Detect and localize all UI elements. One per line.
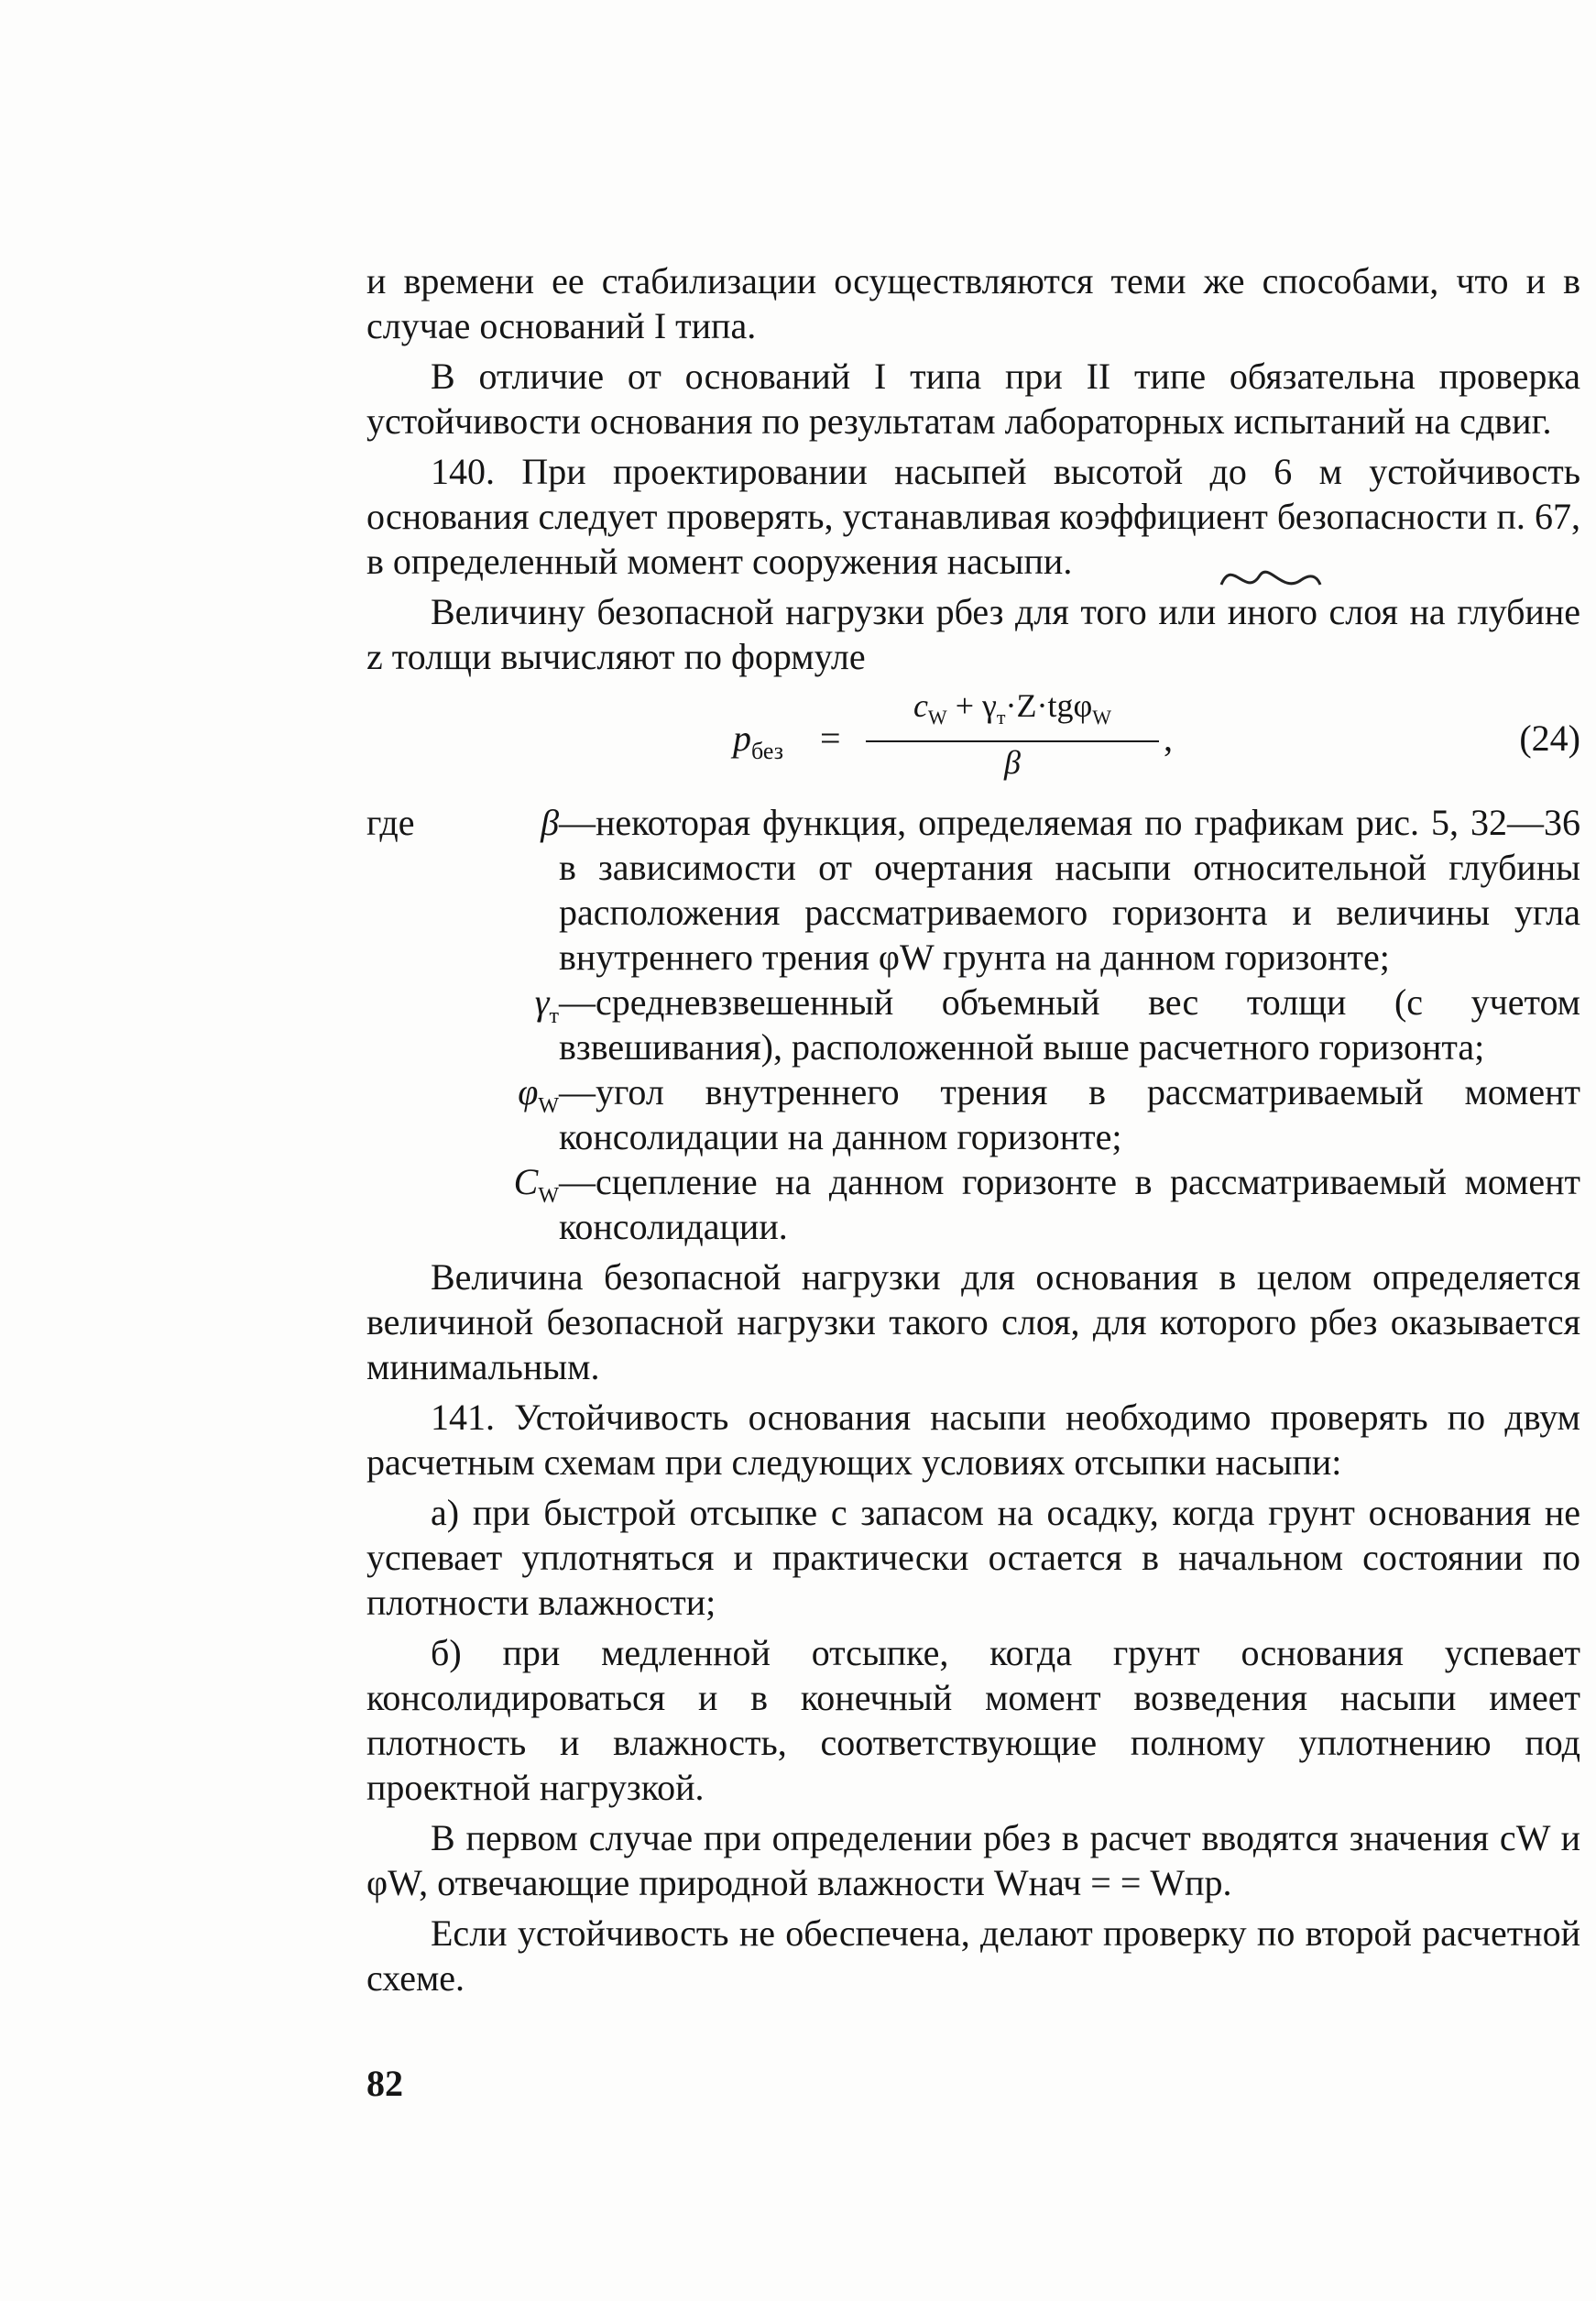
definition-text: —сцепление на данном горизонте в рассматриваемый момент консолидации. [559,1161,1580,1247]
formula-lhs: $p_{без}$ [733,718,784,764]
paragraph-case-b: б) при медленной отсыпке, когда грунт основания успевает консолидироваться и в конечный момент возведения насыпи имеет плотность и влажность, соответствующие полному уплотнению под проектной нагрузкой. [366,1632,1580,1808]
symbol-definitions [366,800,1580,1249]
definition-cohesion [366,1159,1580,1249]
page-number: 82 [366,2063,403,2104]
paragraph-second-scheme: Если устойчивость не обеспечена, делают проверку по второй расчетной схеме. [366,1912,1580,1999]
formula-numerator: $c_W + \gamma_т\cdot Z\cdot tg\varphi_W$ [866,685,1159,742]
formula-denominator: β [1004,744,1021,782]
formula-equals: = [820,718,841,759]
handwritten-correction-mark [1214,548,1324,603]
definition-text: —некоторая функция, определяемая по графикам рис. 5, 32—36 в зависимости от очертания насыпи относительной глубины расположения рассматриваемого горизонта и величины угла внутреннего трения φW грунта на данном горизонте; [559,802,1580,978]
symbol-gamma: $\gamma_т$ [534,981,559,1028]
formula-fraction [866,685,1159,783]
symbol-c: $C_W$ [513,1161,559,1208]
paragraph-type-two: В отличие от оснований I типа при II типе обязательна проверка устойчивости основания по результатам лабораторных испытаний на сдвиг. [366,356,1580,442]
symbol-beta: β [541,802,559,843]
paragraph-minimum-load: Величина безопасной нагрузки для основания в целом определяется величиной безопасной нагрузки такого слоя, для которого рбез оказывается минимальным. [366,1256,1580,1387]
paragraph-case-a: а) при быстрой отсыпке с запасом на осадку, когда грунт основания не успевает уплотняться и практически остается в начальном состоянии по плотности влажности; [366,1492,1580,1623]
paragraph-continuation: и времени ее стабилизации осуществляются теми же способами, что и в случае оснований I типа. [366,260,1580,346]
paragraph-first-case: В первом случае при определении рбез в расчет вводятся значения cW и φW, отвечающие природной влажности Wнач = = Wпр. [366,1817,1580,1903]
definition-text: —угол внутреннего трения в рассматриваемый момент консолидации на данном горизонте; [559,1071,1580,1157]
formula-comma: , [1164,718,1173,759]
body-text [366,258,1580,2006]
definition-gamma [366,980,1580,1069]
definition-beta [366,800,1580,980]
definition-text: —средневзвешенный объемный вес толщи (с учетом взвешивания), расположенной выше расчетного горизонта; [559,981,1580,1068]
formula-number: (24) [1519,718,1580,759]
paragraph-formula-intro: Величину безопасной нагрузки рбез для того или иного слоя на глубине z толщи вычисляют по формуле [366,591,1580,677]
definition-phi [366,1069,1580,1159]
formula-24 [366,685,1580,794]
paragraph-140: 140. При проектировании насыпей высотой до 6 м устойчивость основания следует проверять, устанавливая коэффициент безопасности п. 67, в определенный момент сооружения насыпи. [366,451,1580,582]
where-label: где [366,802,415,843]
paragraph-141: 141. Устойчивость основания насыпи необходимо проверять по двум расчетным схемам при следующих условиях отсыпки насыпи: [366,1397,1580,1483]
symbol-phi: $\varphi_W$ [518,1071,559,1118]
